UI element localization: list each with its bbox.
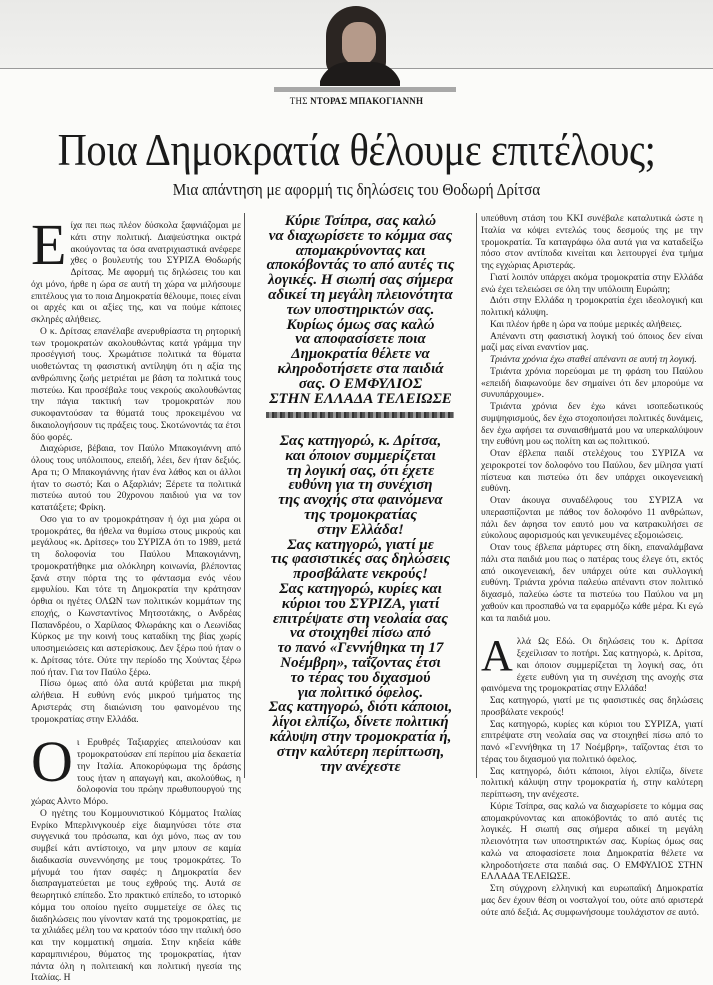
paragraph	[31, 327, 241, 445]
pull-quote-line: κληροδοτήσετε στα παιδιά	[277, 360, 444, 377]
pull-quote-line: των υποστηρικτών σας.	[286, 301, 435, 318]
pull-quote-line: Δημοκρατία θέλετε να	[291, 346, 430, 363]
pull-quote-line: λογικές. Η σιωπή σας σήμερα	[268, 272, 453, 289]
pull-quote-line: κάλυψη στην τρομοκρατία ή,	[269, 728, 452, 745]
paragraph	[481, 214, 703, 273]
pull-quote-line: να διαχωρίσετε το κόμμα σας	[268, 227, 453, 244]
paragraph-text: Οταν άκουγα συναδέλφους του ΣΥΡΙΖΑ να υπερασπίζονται με πάθος τον δολοφόνο 11 ανθρώπων, πάλι δεν άφησα τον εαυτό μου να κατρακυλήσει σε εύκολους αφορισμούς και γενικευμένες εξομοιώσεις.	[481, 496, 703, 542]
paragraph-text: Κύριε Τσίπρα, σας καλώ να διαχωρίσετε το κόμμα σας απομακρύνοντας και αποκόβοντάς το από αυτές τις λογικές. Η σιωπή σας σήμερα αδικεί τη μεγάλη πλειονότητα των υποστηρικτών σας. Κυρίως όμως σας καλώ να αποφασίσετε ποια Δημοκρατία θέλετε να κληροδοτήσετε στα παιδιά σας. Ο ΕΜΦΥΛΙΟΣ ΣΤΗΝ ΕΛΛΑΔΑ ΤΕΛΕΙΩΣΕ.	[481, 801, 703, 883]
paragraph-text: Απέναντι στη φασιστική λογική τού όποιος δεν είναι μαζί μας είναι εναντίον μας.	[481, 331, 703, 354]
paragraph	[481, 355, 703, 367]
byline-prefix: ΤΗΣ	[289, 96, 308, 106]
byline-author: ΝΤΟΡΑΣ ΜΠΑΚΟΓΙΑΝΝΗ	[310, 96, 424, 106]
paragraph-text: Οταν έβλεπα παιδί στελέχους του ΣΥΡΙΖΑ να χειροκροτεί τον δολοφόνο του Παύλου, δεν μίλησα γιατί πίστευα και πιστεύω ότι δεν υπάρχει οικογενειακή ευθύνη.	[481, 449, 703, 495]
photo-face	[342, 22, 376, 66]
pull-quote-line: ευθύνη για τη συνέχιση	[288, 477, 433, 494]
paragraph-text: Τριάντα χρόνια δεν έχω κάνει ισοπεδωτικούς συμψηφισμούς, δεν έχω στοχοποιήσει πολιτικές δυνάμεις, δεν έχω αφήσει τα συναισθήματά μου να υπερκαλύψουν την ευθύνη μου ως πολίτη και ως πολιτικού.	[481, 402, 703, 448]
pull-quote-line: να αποφασίσετε ποια	[295, 331, 426, 348]
paragraph	[481, 496, 703, 543]
paragraph	[31, 809, 241, 985]
paragraph-text: Διαχώρισε, βέβαια, τον Παύλο Μπακογιάννη από όλους τους υπόλοιπους, επειδή, λέει, δεν ήταν δεξιός. Αρα τι; Ο Μπακογιάννης ήταν ένα λάθος και οι άλλοι ήταν το σωστό; Και ο Αξαρλιάν; Ξέρετε τα πολιτικά πιστεύω αυτού του 20χρονου παιδιού για να τον κατατάξετε; Φρίκη.	[31, 444, 241, 513]
paragraph-text: λλά Ως Εδώ. Οι δηλώσεις του κ. Δρίτσα ξεχείλισαν το ποτήρι. Σας κατηγορώ, κ. Δρίτσα, και όποιον συμμερίζεται τη λογική σας, ότι έχετε ευθύνη για τη συνέχιση της ανοχής στα φαινόμενα της τρομοκρατίας στην Ελλάδα!	[481, 637, 703, 695]
paragraph-text: Διότι στην Ελλάδα η τρομοκρατία έχει ιδεολογική και πολιτική κάλυψη.	[481, 296, 703, 318]
paragraph	[481, 296, 703, 320]
paragraph-text: Ο κ. Δρίτσας επανέλαβε ανερυθρίαστα τη ρητορική των τρομοκρατών ακολουθώντας κατά γράμμα την προσέγγισή τους. Χρωμάτισε πολιτικά τα θύματα υιοθετώντας τη φασιστική αντίληψη ότι η αξία της ανθρώπινης ζωής μετριέται με βάση τα πολιτικά τους πιστεύω. Και προσέβαλε τους νεκρούς ακολουθώντας την πάγια τακτική των τρομοκρατών που συκοφαντούσαν τα θύματά τους προκειμένου να δικαιολογήσουν τις πράξεις τους. Σκοτώνοντάς τα έτσι δύο φορές.	[31, 326, 241, 443]
pull-quote-line: Κύριε Τσίπρα, σας καλώ	[284, 213, 437, 229]
paragraph	[481, 320, 703, 332]
paragraph-text: Σας κατηγορώ, κυρίες και κύριοι του ΣΥΡΙΖΑ, γιατί επιτρέψατε στη νεολαία σας να στοιχηθεί πίσω από το πανό «Γεννήθηκα τη 17 Νοέμβρη», ταΐζοντας έτσι το τέρας του διχασμού για πολιτικό όφελος.	[481, 719, 703, 765]
pull-quote-line: Κυρίως όμως σας καλώ	[286, 316, 435, 333]
left-column	[31, 212, 241, 985]
paragraph	[481, 696, 703, 720]
paragraph-text: Σας κατηγορώ, γιατί με τις φασιστικές σας δηλώσεις προσβάλατε νεκρούς!	[481, 696, 703, 718]
pull-quote-line: το τέρας του διχασμού	[290, 669, 431, 686]
paragraph-text: υπεύθυνη στάση του ΚΚΙ συνέβαλε καταλυτικά ώστε η Ιταλία να κόψει εντελώς τους δεσμούς της με την τρομοκρατία. Τα καταγράφω όλα αυτά για να καταδείξω πόσο στον αντίποδα κινείται και λειτουργεί ένα τμήμα της εγχώριας Αριστεράς.	[481, 214, 703, 271]
pull-quote-line: προσβάλατε νεκρούς!	[293, 566, 428, 583]
paragraph	[481, 402, 703, 449]
drop-cap: Ε	[31, 212, 67, 277]
subtitle: Μια απάντηση με αφορμή τις δηλώσεις του Θοδωρή Δρίτσα	[172, 180, 541, 199]
paragraph	[31, 729, 241, 809]
pull-quote-line: Σας κατηγορώ, κ. Δρίτσα,	[279, 433, 442, 449]
pull-quote-1	[247, 214, 474, 406]
pull-quote-line: αποκόβοντάς το από αυτές τις	[266, 257, 455, 274]
paragraph	[481, 367, 703, 402]
pull-quote-2	[247, 434, 474, 774]
column-divider	[244, 213, 245, 778]
pull-quote-line: Σας κατηγορώ, διότι κάποιοι,	[268, 699, 453, 716]
pull-quote-separator	[266, 412, 454, 418]
paragraph-text: Οταν τους έβλεπα μάρτυρες στη δίκη, επαναλάμβανα πάλι στα παιδιά μου πως ο πατέρας τους έλεγε ότι, εκτός από οικογενειακή, δεν υπάρχει ούτε και συλλογική ευθύνη. Τριάντα χρόνια παλεύω απέναντι στον πολιτικό διχασμό, παλεύω ώστε τα πιστεύω του Παύλου να μη χαθούν και προσπαθώ να τα εφαρμόζω κάθε μέρα. Κι εγώ και τα παιδιά μου.	[481, 543, 703, 624]
paragraph-text: Στη σύγχρονη ελληνική και ευρωπαϊκή Δημοκρατία μας δεν έχουν θέση οι νοσταλγοί του, ούτε από αριστερά ούτε από δεξιά. Ας συμφωνήσουμε τουλάχιστον σε αυτό.	[481, 884, 703, 918]
right-column	[481, 214, 703, 919]
paragraph-text: Γιατί λοιπόν υπάρχει ακόμα τρομοκρατία στην Ελλάδα ενώ έχει τελειώσει σε όλη την υπόλοιπη Ευρώπη;	[481, 272, 703, 295]
pull-quote-line: Σας κατηγορώ, κυρίες και	[279, 580, 442, 597]
pull-quote-line: επιτρέψατε στη νεολαία σας	[273, 610, 448, 627]
paragraph-text: Τριάντα χρόνια πορεύομαι με τη φράση του Παύλου «επειδή διαφωνούμε δεν σημαίνει ότι δεν μπορούμε να συνυπάρχουμε».	[481, 366, 703, 401]
pull-quote-line: αδικεί τη μεγάλη πλειονότητα	[268, 286, 453, 303]
paragraph	[31, 679, 241, 726]
paragraph-text: Και πλέον ήρθε η ώρα να πούμε μερικές αλήθειες.	[490, 319, 682, 330]
pull-quote-line: για πολιτικό όφελος.	[297, 684, 424, 701]
paragraph	[31, 515, 241, 680]
paragraph-text: Οσο για το αν τρομοκράτησαν ή όχι μια χώρα οι τρομοκράτες, θα ήθελα να θυμίσω στους μικρούς και μεγάλους «κ. Δρίτσες» του ΣΥΡΙΖΑ ότι το 1989, μετά τη δολοφονία του Παύλου Μπακογιάννη, τρομοκρατήθηκε μια ολόκληρη κοινωνία, βλέποντας ξανά στην πόρτα της το φάντασμα ενός νέου εμφυλίου. Και τότε τη Δημοκρατία την κράτησαν όρθια οι ηγέτες ΟΛΩΝ των πολιτικών κομμάτων της εποχής, ο Κωνσταντίνος Μητσοτάκης, ο Ανδρέας Παπανδρέου, ο Χαρίλαος Φλωράκης και ο Λεωνίδας Κύρκος με την κοινή τους καταδίκη της βίας χωρίς υποσημειώσεις και αστερίσκους. Δεν ξέρω πού ήταν ο κ. Δρίτσας τότε. Ούτε την περίοδο της Χούντας ξέρω πού ήταν. Για τον Παύλο ξέρω.	[31, 514, 241, 678]
paragraph	[31, 444, 241, 515]
pull-quote-line: ΣΤΗΝ ΕΛΛΑΔΑ ΤΕΛΕΙΩΣΕ	[269, 390, 452, 407]
paragraph	[481, 273, 703, 297]
pull-quote-line: τη λογική σας, ότι έχετε	[286, 462, 435, 479]
pull-quote-line: το πανό «Γεννήθηκα τη 17	[277, 640, 444, 657]
drop-cap: Α	[481, 631, 513, 681]
pull-quote-line: λίγοι ελπίζω, δίνετε πολιτική	[272, 714, 449, 731]
paragraph	[481, 884, 703, 919]
drop-cap: Ο	[31, 729, 73, 795]
author-photo	[320, 4, 400, 86]
pull-quote-line: απομακρύνοντας και	[295, 242, 426, 259]
paragraph-text: Σας κατηγορώ, διότι κάποιοι, λίγοι ελπίζω, δίνετε πολιτική κάλυψη στην τρομοκρατία ή, στην καλύτερη περίπτωση, την ανέχεστε.	[481, 766, 703, 800]
pull-quote-line: σας. Ο ΕΜΦΥΛΙΟΣ	[298, 375, 423, 392]
pull-quote-line: Νοέμβρη», ταΐζοντας έτσι	[280, 654, 441, 671]
byline	[0, 96, 713, 106]
pull-quote-line: στην Ελλάδα!	[317, 521, 404, 538]
paragraph-text: ι Ερυθρές Ταξιαρχίες απειλούσαν και τρομοκρατούσαν επί περίπου μία δεκαετία την Ιταλία. Αποκορύφωμα της δράσης τους ήταν η απαγωγή και, ακολούθως, η δολοφονία του πρώην πρωθυπουργού της χώρας Αλντο Μόρο.	[31, 738, 241, 807]
pull-quote-line: και όποιον συμμερίζεται	[285, 447, 436, 464]
pull-quote-line: της τρομοκρατίας	[304, 506, 417, 523]
pull-quote-line: κύριοι του ΣΥΡΙΖΑ, γιατί	[281, 595, 440, 612]
headline: Ποια Δημοκρατία θέλουμε επιτέλους;	[57, 125, 656, 175]
pull-quote-line: της ανοχής στα φαινόμενα	[278, 492, 443, 509]
pull-quote-line: την ανέχεστε	[320, 758, 401, 775]
pull-quote-line: Σας κατηγορώ, γιατί με	[287, 536, 434, 553]
paragraph-text: Ο ηγέτης του Κομμουνιστικού Κόμματος Ιταλίας Ενρίκο Μπερλινγκουέρ είχε διαμηνύσει τότε στα συγγενικά του πρόσωπα, και όχι μόνο, πως αν του συμβεί κάτι αντίστοιχο, να μην μπουν σε καμία διαδικασία συνεννόησης με τους τρομοκράτες. Το μήνυμά του ήταν σαφές: η Δημοκρατία δεν διαπραγματεύεται με τους εχθρούς της. Αυτά σε θεωρητικό επίπεδο. Στο πρακτικό επίπεδο, το ιστορικό κόμμα του οποίου ηγείτο συμμετείχε σε όλες τις διαδηλώσεις που γίνονταν κατά της τρομοκρατίας, με τα χιλιάδες μέλη του να κρατούν τόσο την ιταλική όσο και την κομματική σημαία. Στην κηδεία κάθε καραμπινιέρου, θύματος της τρομοκρατίας, ήταν πάντα όλη η πολιτειακή και πολιτική ηγεσία της Ιταλίας. Η	[31, 808, 241, 984]
paragraph	[481, 449, 703, 496]
paragraph-text: Τριάντα χρόνια έχω σταθεί απέναντι σε αυτή τη λογική.	[490, 355, 697, 365]
paragraph	[481, 332, 703, 356]
paragraph-text: Πίσω όμως από όλα αυτά κρύβεται μια πικρή αλήθεια. Η ευθύνη ενός μικρού τμήματος της Αριστεράς στη διαιώνιση του φαινομένου της τρομοκρατίας στην Ελλάδα.	[31, 679, 241, 725]
paragraph	[481, 631, 703, 696]
paragraph	[481, 802, 703, 884]
paragraph	[31, 212, 241, 327]
photo-body	[320, 62, 400, 86]
paragraph	[481, 543, 703, 625]
pull-quote-line: να στοιχηθεί πίσω από	[290, 625, 431, 642]
paragraph	[481, 767, 703, 802]
photo-caption-strip	[274, 87, 456, 92]
pull-quote-line: στην καλύτερη περίπτωση,	[276, 743, 445, 760]
pull-quote-line: τις φασιστικές σας δηλώσεις	[270, 551, 451, 568]
column-divider	[476, 213, 477, 778]
paragraph-text: ίχα πει πως πλέον δύσκολα ξαφνιάζομαι με κάτι στην πολιτική. Διαψεύστηκα οικτρά ακούγοντας τα όσα ανατριχιαστικά ανέφερε χθες ο βουλευτής του ΣΥΡΙΖΑ Θοδωρής Δρίτσας. Με αφορμή τις δηλώσεις του και όχι μόνο, ήρθε η ώρα σε αυτή τη χώρα να μιλήσουμε επιτέλους για το ποια Δημοκρατία θέλουμε, ποιες είναι οι αρχές και οι αξίες της, και να πούμε κάποιες σκληρές αλήθειες.	[31, 221, 241, 325]
paragraph	[481, 720, 703, 767]
